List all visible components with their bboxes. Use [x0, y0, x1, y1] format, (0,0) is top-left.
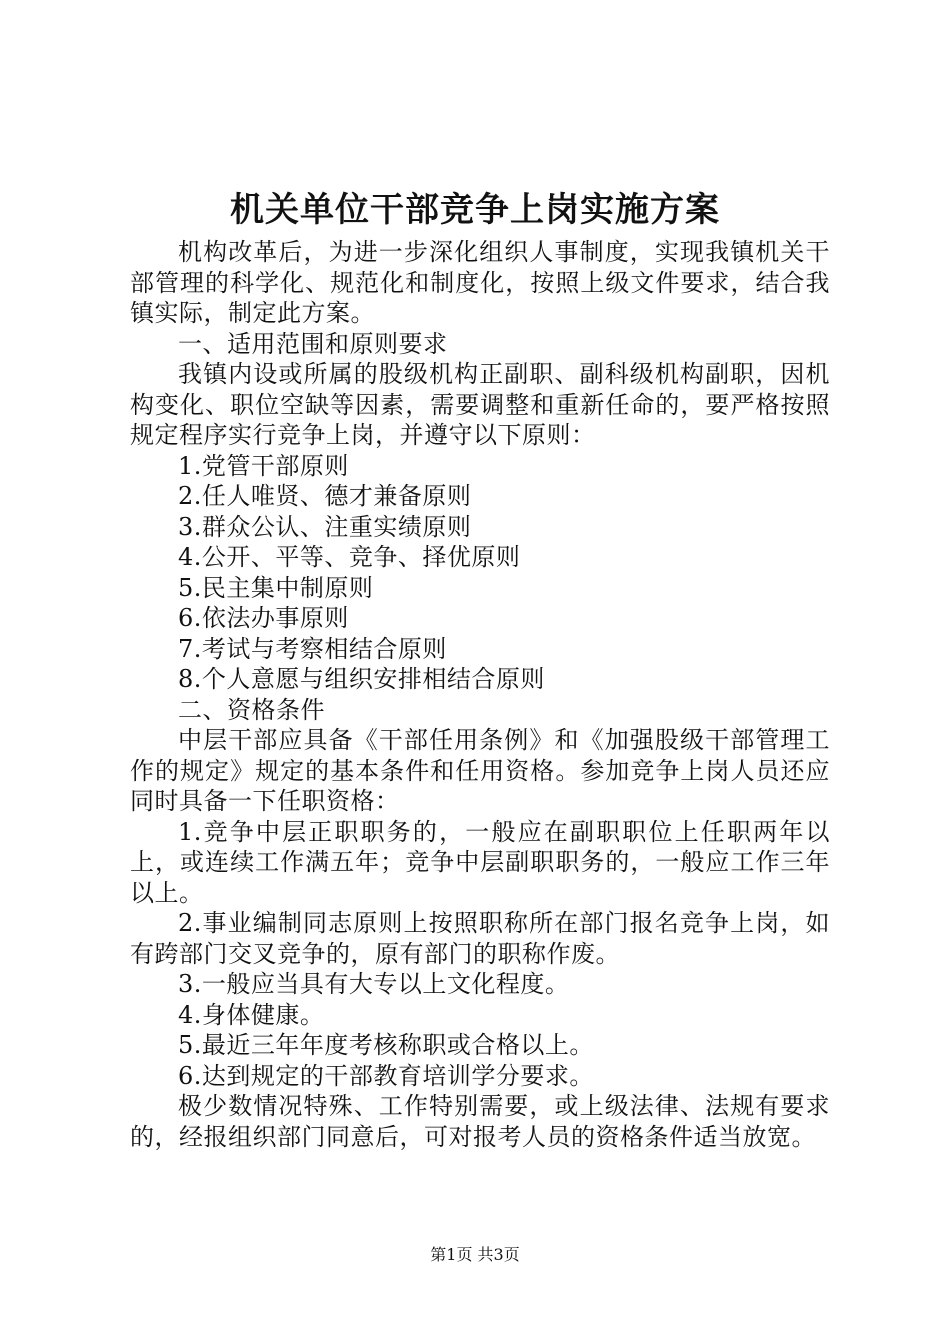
paragraph: 机构改革后，为进一步深化组织人事制度，实现我镇机关干部管理的科学化、规范化和制度化，按照上级文件要求，结合我镇实际，制定此方案。 — [130, 238, 830, 327]
section-heading: 二、资格条件 — [178, 695, 325, 724]
list-item: 5.民主集中制原则 — [178, 573, 374, 602]
document-body — [130, 237, 830, 1152]
paragraph: 中层干部应具备《干部任用条例》和《加强股级干部管理工作的规定》规定的基本条件和任用资格。参加竞争上岗人员还应同时具备一下任职资格： — [130, 726, 830, 815]
list-item: 7.考试与考察相结合原则 — [178, 634, 447, 663]
document-title: 机关单位干部竞争上岗实施方案 — [230, 190, 720, 230]
list-item: 8.个人意愿与组织安排相结合原则 — [178, 665, 545, 693]
list-item: 4.身体健康。 — [178, 1000, 325, 1029]
list-item: 6.达到规定的干部教育培训学分要求。 — [178, 1061, 594, 1090]
list-item: 3.一般应当具有大专以上文化程度。 — [178, 970, 570, 998]
list-item: 1.党管干部原则 — [178, 451, 349, 480]
page-footer: 第1页 共3页 — [430, 1245, 520, 1264]
list-item: 2.事业编制同志原则上按照职称所在部门报名竞争上岗，如有跨部门交叉竞争的，原有部门的职称作废。 — [130, 909, 830, 968]
paragraph: 我镇内设或所属的股级机构正副职、副科级机构副职，因机构变化、职位空缺等因素，需要调整和重新任命的，要严格按照规定程序实行竞争上岗，并遵守以下原则： — [130, 360, 830, 449]
list-item: 6.依法办事原则 — [178, 604, 349, 632]
section-heading: 一、适用范围和原则要求 — [178, 329, 448, 358]
list-item: 3.群众公认、注重实绩原则 — [178, 512, 472, 541]
paragraph: 极少数情况特殊、工作特别需要，或上级法律、法规有要求的，经报组织部门同意后，可对报考人员的资格条件适当放宽。 — [130, 1092, 830, 1151]
list-item: 2.任人唯贤、德才兼备原则 — [178, 482, 472, 510]
list-item: 5.最近三年年度考核称职或合格以上。 — [178, 1031, 594, 1059]
list-item: 4.公开、平等、竞争、择优原则 — [178, 543, 521, 571]
list-item: 1.竞争中层正职职务的，一般应在副职职位上任职两年以上，或连续工作满五年；竞争中层副职职务的，一般应工作三年以上。 — [130, 817, 830, 907]
